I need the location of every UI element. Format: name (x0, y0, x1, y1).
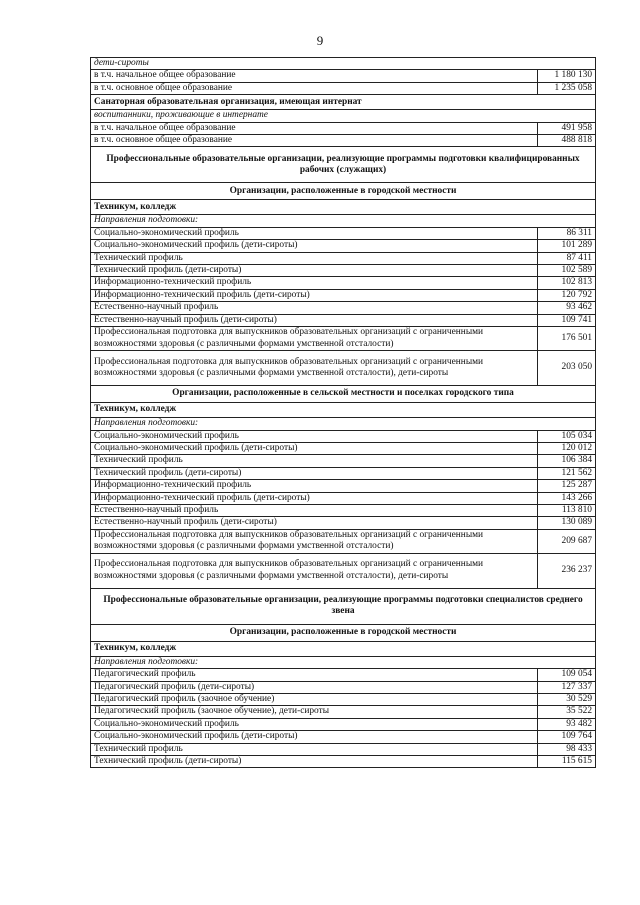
row-value: 176 501 (537, 327, 595, 351)
table-row (91, 403, 596, 418)
row-value: 203 050 (537, 351, 595, 386)
row-subheading: Направления подготовки: (91, 656, 596, 668)
row-label: Профессиональная подготовка для выпускников образовательных организаций с ограниченными возможностями здоровья (с различными формами умственной отсталости), дети-сироты (91, 553, 538, 588)
row-value: 98 433 (537, 743, 595, 755)
row-label: Профессиональная подготовка для выпускников образовательных организаций с ограниченными возможностями здоровья (с различными формами умственной отсталости), дети-сироты (91, 351, 538, 386)
row-value: 87 411 (537, 252, 595, 264)
table-row (91, 756, 596, 768)
row-label: Профессиональная подготовка для выпускников образовательных организаций с ограниченными возможностями здоровья (с различными формами умственной отсталости) (91, 529, 538, 553)
section-heading: Техникум, колледж (91, 641, 596, 656)
row-subheading: дети-сироты (91, 58, 596, 70)
row-label: Технический профиль (дети-сироты) (91, 756, 538, 768)
row-value: 115 615 (537, 756, 595, 768)
table-row (91, 480, 596, 492)
row-value: 93 462 (537, 302, 595, 314)
table-row (91, 386, 596, 403)
table-row (91, 588, 596, 624)
table-row (91, 314, 596, 326)
row-label: Технический профиль (дети-сироты) (91, 265, 538, 277)
row-label: в т.ч. начальное общее образование (91, 70, 538, 82)
table-row (91, 442, 596, 454)
row-value: 109 054 (537, 669, 595, 681)
table-row (91, 82, 596, 94)
table-row (91, 95, 596, 110)
row-label: Естественно-научный профиль (91, 504, 538, 516)
table-row (91, 122, 596, 134)
table-row (91, 743, 596, 755)
row-label: Информационно-технический профиль (91, 480, 538, 492)
table-row (91, 553, 596, 588)
section-heading: Профессиональные образовательные организации, реализующие программы подготовки специалистов среднего звена (91, 588, 596, 624)
section-heading: Санаторная образовательная организация, имеющая интернат (91, 95, 596, 110)
row-value: 106 384 (537, 455, 595, 467)
row-label: Естественно-научный профиль (дети-сироты) (91, 517, 538, 529)
row-label: Педагогический профиль (заочное обучение) (91, 693, 538, 705)
row-label: Педагогический профиль (дети-сироты) (91, 681, 538, 693)
table-row (91, 327, 596, 351)
row-value: 93 482 (537, 718, 595, 730)
table-row (91, 718, 596, 730)
table-row (91, 147, 596, 183)
table-row (91, 289, 596, 301)
row-label: Социально-экономический профиль (91, 430, 538, 442)
table-row (91, 529, 596, 553)
table-row (91, 58, 596, 70)
table-row (91, 240, 596, 252)
row-value: 120 792 (537, 289, 595, 301)
table-row (91, 70, 596, 82)
table-row (91, 641, 596, 656)
table-row (91, 706, 596, 718)
row-value: 1 235 058 (537, 82, 595, 94)
row-label: Информационно-технический профиль (дети-сироты) (91, 289, 538, 301)
row-value: 127 337 (537, 681, 595, 693)
row-label: в т.ч. основное общее образование (91, 82, 538, 94)
table-row (91, 252, 596, 264)
row-value: 130 089 (537, 517, 595, 529)
table-row (91, 693, 596, 705)
row-subheading: воспитанники, проживающие в интернате (91, 110, 596, 122)
row-label: в т.ч. начальное общее образование (91, 122, 538, 134)
row-label: Социально-экономический профиль (дети-сироты) (91, 442, 538, 454)
table-row (91, 227, 596, 239)
row-value: 102 589 (537, 265, 595, 277)
table-row (91, 504, 596, 516)
row-label: Естественно-научный профиль (дети-сироты) (91, 314, 538, 326)
row-value: 30 529 (537, 693, 595, 705)
table-row (91, 302, 596, 314)
table-row (91, 135, 596, 147)
row-label: Технический профиль (дети-сироты) (91, 467, 538, 479)
table-row (91, 430, 596, 442)
row-label: Технический профиль (91, 743, 538, 755)
row-label: Профессиональная подготовка для выпускников образовательных организаций с ограниченными возможностями здоровья (с различными формами умственной отсталости) (91, 327, 538, 351)
page-number: 9 (316, 33, 324, 48)
row-value: 109 764 (537, 731, 595, 743)
section-heading: Организации, расположенные в городской местности (91, 183, 596, 200)
row-value: 105 034 (537, 430, 595, 442)
table-row (91, 624, 596, 641)
table-row (91, 455, 596, 467)
row-label: Технический профиль (91, 455, 538, 467)
table-row (91, 183, 596, 200)
row-value: 143 266 (537, 492, 595, 504)
cost-table-body (91, 58, 596, 768)
row-value: 109 741 (537, 314, 595, 326)
row-label: Естественно-научный профиль (91, 302, 538, 314)
row-value: 209 687 (537, 529, 595, 553)
section-heading: Техникум, колледж (91, 403, 596, 418)
row-label: Социально-экономический профиль (дети-сироты) (91, 731, 538, 743)
row-label: Социально-экономический профиль (91, 718, 538, 730)
cost-table (90, 57, 596, 768)
table-row (91, 110, 596, 122)
row-label: Социально-экономический профиль (91, 227, 538, 239)
row-label: Социально-экономический профиль (дети-сироты) (91, 240, 538, 252)
row-value: 236 237 (537, 553, 595, 588)
row-label: Педагогический профиль (91, 669, 538, 681)
section-heading: Профессиональные образовательные организации, реализующие программы подготовки квалифицированных рабочих (служащих) (91, 147, 596, 183)
row-value: 125 287 (537, 480, 595, 492)
table-row (91, 200, 596, 215)
row-value: 488 818 (537, 135, 595, 147)
row-subheading: Направления подготовки: (91, 418, 596, 430)
table-row (91, 731, 596, 743)
row-value: 491 958 (537, 122, 595, 134)
section-heading: Организации, расположенные в городской местности (91, 624, 596, 641)
table-row (91, 669, 596, 681)
table-row (91, 467, 596, 479)
section-heading: Организации, расположенные в сельской местности и поселках городского типа (91, 386, 596, 403)
table-row (91, 517, 596, 529)
row-value: 121 562 (537, 467, 595, 479)
table-row (91, 492, 596, 504)
table-row (91, 681, 596, 693)
row-label: Информационно-технический профиль (дети-сироты) (91, 492, 538, 504)
table-row (91, 277, 596, 289)
table-row (91, 418, 596, 430)
row-label: Технический профиль (91, 252, 538, 264)
row-value: 1 180 130 (537, 70, 595, 82)
section-heading: Техникум, колледж (91, 200, 596, 215)
row-subheading: Направления подготовки: (91, 215, 596, 227)
row-value: 120 012 (537, 442, 595, 454)
row-value: 86 311 (537, 227, 595, 239)
table-row (91, 265, 596, 277)
row-label: Педагогический профиль (заочное обучение), дети-сироты (91, 706, 538, 718)
row-label: в т.ч. основное общее образование (91, 135, 538, 147)
table-row (91, 656, 596, 668)
row-value: 101 289 (537, 240, 595, 252)
row-value: 102 813 (537, 277, 595, 289)
row-value: 35 522 (537, 706, 595, 718)
table-row (91, 215, 596, 227)
table-row (91, 351, 596, 386)
row-label: Информационно-технический профиль (91, 277, 538, 289)
row-value: 113 810 (537, 504, 595, 516)
